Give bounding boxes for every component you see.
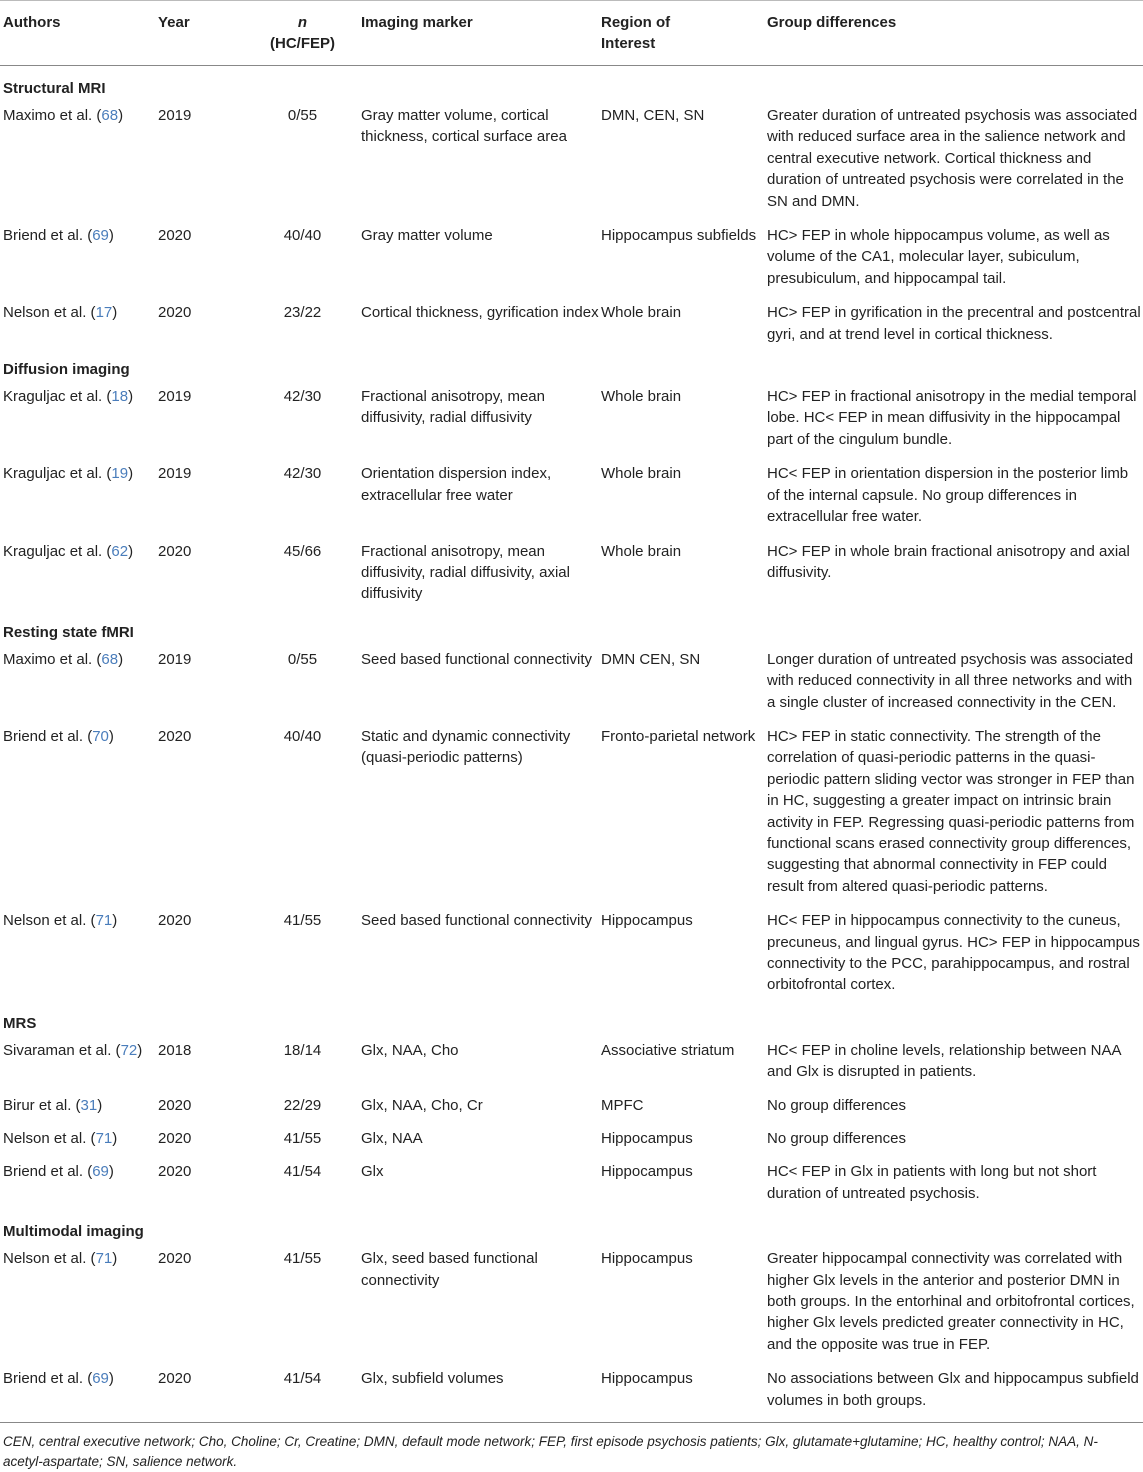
header-diff: Group differences [767,14,897,31]
cell-n: 40/40 [283,727,322,745]
table-footnote: CEN, central executive network; Cho, Choline; Cr, Creatine; DMN, default mode network; FEP, first episode psychosis patients; Glx, glutamate+glutamine; HC, healthy control; NAA, N-acetyl-aspartate; SN, salience network. [0,1422,1143,1472]
cell-group-differences: HC> FEP in whole hippocampus volume, as well as volume of the CA1, molecular layer, subiculum, presubiculum, and hippocampal tail. [767,227,1110,287]
cell-group-differences: Greater hippocampal connectivity was correlated with higher Glx levels in the anterior and posterior DMN in both groups. In the entorhinal and orbitofrontal cortices, higher Glx levels predicted greater connectivity in HC, and the opposite was true in FEP. [767,1250,1135,1353]
reference-link[interactable]: 69 [92,1163,109,1181]
reference-link[interactable]: 70 [92,727,109,745]
cell-year: 2018 [158,1041,192,1059]
cell-group-differences: No associations between Glx and hippocampus subfield volumes in both groups. [767,1370,1139,1409]
cell-roi: Associative striatum [601,1041,735,1059]
cell-roi: MPFC [601,1096,644,1114]
cell-author: Birur et al. (31) [3,1096,103,1114]
cell-year: 2020 [158,1163,192,1181]
cell-roi: Whole brain [601,388,682,406]
header-roi-line2: Interest [601,35,656,52]
author-name: Nelson et al. [3,912,87,930]
reference-link[interactable]: 71 [95,912,113,930]
cell-roi: Hippocampus [601,1130,693,1148]
cell-roi: Hippocampus [601,1163,693,1181]
cell-group-differences: No group differences [767,1096,906,1114]
table-row [0,1155,1143,1211]
cell-roi: Fronto-parietal network [601,727,756,745]
cell-author: Kraguljac et al. (19) [3,465,134,483]
header-roi-line1: Region of [601,14,671,31]
cell-author: Kraguljac et al. (18) [3,388,134,406]
cell-n: 40/40 [283,227,322,245]
cell-n: 23/22 [283,304,322,322]
cell-marker: Cortical thickness, gyrification index [361,304,599,322]
cell-marker: Orientation dispersion index, extracellular free water [361,465,552,504]
cell-year: 2020 [158,304,192,322]
cell-group-differences: HC< FEP in Glx in patients with long but not short duration of untreated psychosis. [767,1163,1097,1202]
cell-author: Briend et al. (69) [3,1370,114,1388]
reference-link[interactable]: 18 [111,388,129,406]
cell-marker: Glx [361,1163,384,1181]
author-name: Sivaraman et al. [3,1041,112,1059]
reference-link[interactable]: 62 [111,542,129,560]
cell-year: 2019 [158,650,192,668]
cell-roi: Hippocampus [601,1250,693,1268]
table-header [0,0,1143,66]
header-n-italic: n [297,14,308,31]
author-name: Briend et al. [3,727,84,745]
cell-roi: Whole brain [601,465,682,483]
cell-roi: Hippocampus [601,912,693,930]
section-title: Multimodal imaging [3,1223,144,1241]
author-name: Nelson et al. [3,1250,87,1268]
reference-link[interactable]: 68 [101,107,119,124]
table-row [0,720,1143,904]
table-row [0,1122,1143,1155]
cell-marker: Fractional anisotropy, mean diffusivity, radial diffusivity [361,388,545,427]
cell-n: 0/55 [287,107,318,124]
cell-marker: Seed based functional connectivity [361,912,592,930]
cell-author: Briend et al. (70) [3,727,114,745]
cell-marker: Gray matter volume, cortical thickness, cortical surface area [361,107,567,146]
cell-author: Briend et al. (69) [3,1163,114,1181]
cell-group-differences: HC> FEP in static connectivity. The strength of the correlation of quasi-periodic patterns in the quasi-periodic pattern sliding vector was stronger in FEP than in HC, suggesting a greater impact on intrinsic brain activity in FEP. Regressing quasi-periodic patterns from functional scans erased connectivity group differences, suggesting that abnormal connectivity in FEP could result from altered quasi-periodic patterns. [767,727,1135,895]
table-row [0,380,1143,457]
cell-n: 41/55 [283,912,322,930]
cell-n: 18/14 [283,1041,322,1059]
author-name: Kraguljac et al. [3,542,103,560]
author-name: Maximo et al. [3,650,93,668]
reference-link[interactable]: 71 [95,1250,113,1268]
cell-n: 0/55 [287,650,318,668]
cell-group-differences: HC< FEP in choline levels, relationship between NAA and Glx is disrupted in patients. [767,1041,1121,1081]
table-row [0,219,1143,296]
author-name: Kraguljac et al. [3,388,103,406]
reference-link[interactable]: 69 [92,227,109,245]
cell-group-differences: HC< FEP in orientation dispersion in the posterior limb of the internal capsule. No group differences in extracellular free water. [767,465,1129,526]
header-marker: Imaging marker [361,14,473,31]
cell-n: 41/54 [283,1163,322,1181]
cell-marker: Glx, seed based functional connectivity [361,1250,538,1289]
table-row [0,904,1143,1003]
cell-n: 42/30 [283,388,322,406]
author-name: Briend et al. [3,227,84,245]
cell-marker: Seed based functional connectivity [361,650,592,668]
cell-group-differences: HC> FEP in whole brain fractional anisotropy and axial diffusivity. [767,542,1130,581]
cell-n: 45/66 [283,542,322,560]
header-roi [601,1,767,65]
cell-author: Nelson et al. (71) [3,1250,118,1268]
table-row [0,535,1143,612]
cell-year: 2020 [158,1130,192,1148]
cell-group-differences: HC< FEP in hippocampus connectivity to the cuneus, precuneus, and lingual gyrus. HC> FEP in hippocampus connectivity to the PCC, parahippocampus, and rostral orbitofrontal cortex. [767,912,1140,994]
cell-author: Kraguljac et al. (62) [3,542,134,560]
cell-year: 2019 [158,107,192,124]
cell-roi: DMN, CEN, SN [601,107,705,124]
cell-year: 2020 [158,227,192,245]
cell-author: Nelson et al. (71) [3,912,118,930]
cell-n: 42/30 [283,465,322,483]
cell-marker: Glx, subfield volumes [361,1370,504,1388]
cell-marker: Fractional anisotropy, mean diffusivity, radial diffusivity, axial diffusivity [361,542,570,603]
table-row [0,1362,1143,1418]
author-name: Briend et al. [3,1163,84,1181]
table-row [0,99,1143,219]
cell-year: 2020 [158,1096,192,1114]
cell-roi: Hippocampus [601,1370,693,1388]
cell-group-differences: HC> FEP in fractional anisotropy in the medial temporal lobe. HC< FEP in mean diffusivity in the hippocampal part of the cingulum bundle. [767,388,1137,448]
cell-marker: Glx, NAA [361,1130,423,1148]
cell-marker: Glx, NAA, Cho [361,1041,459,1059]
section-title: MRS [3,1014,37,1032]
header-n-sub: (HC/FEP) [270,35,335,52]
cell-group-differences: No group differences [767,1130,906,1148]
author-name: Maximo et al. [3,107,93,124]
cell-roi: Whole brain [601,304,682,322]
table-body [0,78,1143,1418]
cell-year: 2020 [158,727,192,745]
cell-year: 2020 [158,912,192,930]
cell-author: Maximo et al. (68) [3,107,124,124]
reference-link[interactable]: 17 [95,304,113,322]
cell-author: Maximo et al. (68) [3,650,124,668]
section-title: Diffusion imaging [3,361,130,379]
author-name: Nelson et al. [3,1130,87,1148]
cell-year: 2020 [158,1250,192,1268]
table-row [0,296,1143,349]
header-year: Year [158,14,190,31]
reference-link[interactable]: 68 [101,650,119,668]
reference-link[interactable]: 72 [120,1041,138,1059]
reference-link[interactable]: 71 [95,1130,113,1148]
header-authors: Authors [3,14,61,31]
table-row [0,457,1143,534]
cell-n: 41/55 [283,1250,322,1268]
author-name: Briend et al. [3,1370,84,1388]
section-title: Structural MRI [3,80,106,97]
reference-link[interactable]: 19 [111,465,129,483]
cell-marker: Static and dynamic connectivity (quasi-periodic patterns) [361,727,571,767]
cell-group-differences: HC> FEP in gyrification in the precentral and postcentral gyri, and at trend level in cortical thickness. [767,304,1141,343]
cell-n: 41/54 [283,1370,322,1388]
reference-link[interactable]: 31 [80,1096,98,1114]
table-row [0,643,1143,720]
section-title: Resting state fMRI [3,623,134,641]
cell-year: 2019 [158,465,192,483]
reference-link[interactable]: 69 [92,1370,109,1388]
cell-year: 2019 [158,388,192,406]
cell-n: 22/29 [283,1096,322,1114]
cell-author: Briend et al. (69) [3,227,114,245]
author-name: Birur et al. [3,1096,72,1114]
cell-group-differences: Longer duration of untreated psychosis was associated with reduced connectivity in all three networks and with a single cluster of increased connectivity in the CEN. [767,650,1134,711]
author-name: Nelson et al. [3,304,87,322]
cell-marker: Gray matter volume [361,227,493,245]
cell-author: Sivaraman et al. (72) [3,1041,143,1059]
cell-roi: DMN CEN, SN [601,650,701,668]
cell-n: 41/55 [283,1130,322,1148]
cell-marker: Glx, NAA, Cho, Cr [361,1096,483,1114]
cell-roi: Hippocampus subfields [601,227,757,245]
cell-author: Nelson et al. (17) [3,304,118,322]
cell-author: Nelson et al. (71) [3,1130,118,1148]
cell-roi: Whole brain [601,542,682,560]
author-name: Kraguljac et al. [3,465,103,483]
table-row [0,1242,1143,1362]
table-row [0,1089,1143,1122]
cell-year: 2020 [158,542,192,560]
cell-year: 2020 [158,1370,192,1388]
table-row [0,1034,1143,1089]
cell-group-differences: Greater duration of untreated psychosis was associated with reduced surface area in the salience network and central executive network. Cortical thickness and duration of untreated psychosis were correlated in the SN and DMN. [767,107,1138,210]
header-n [247,1,358,65]
